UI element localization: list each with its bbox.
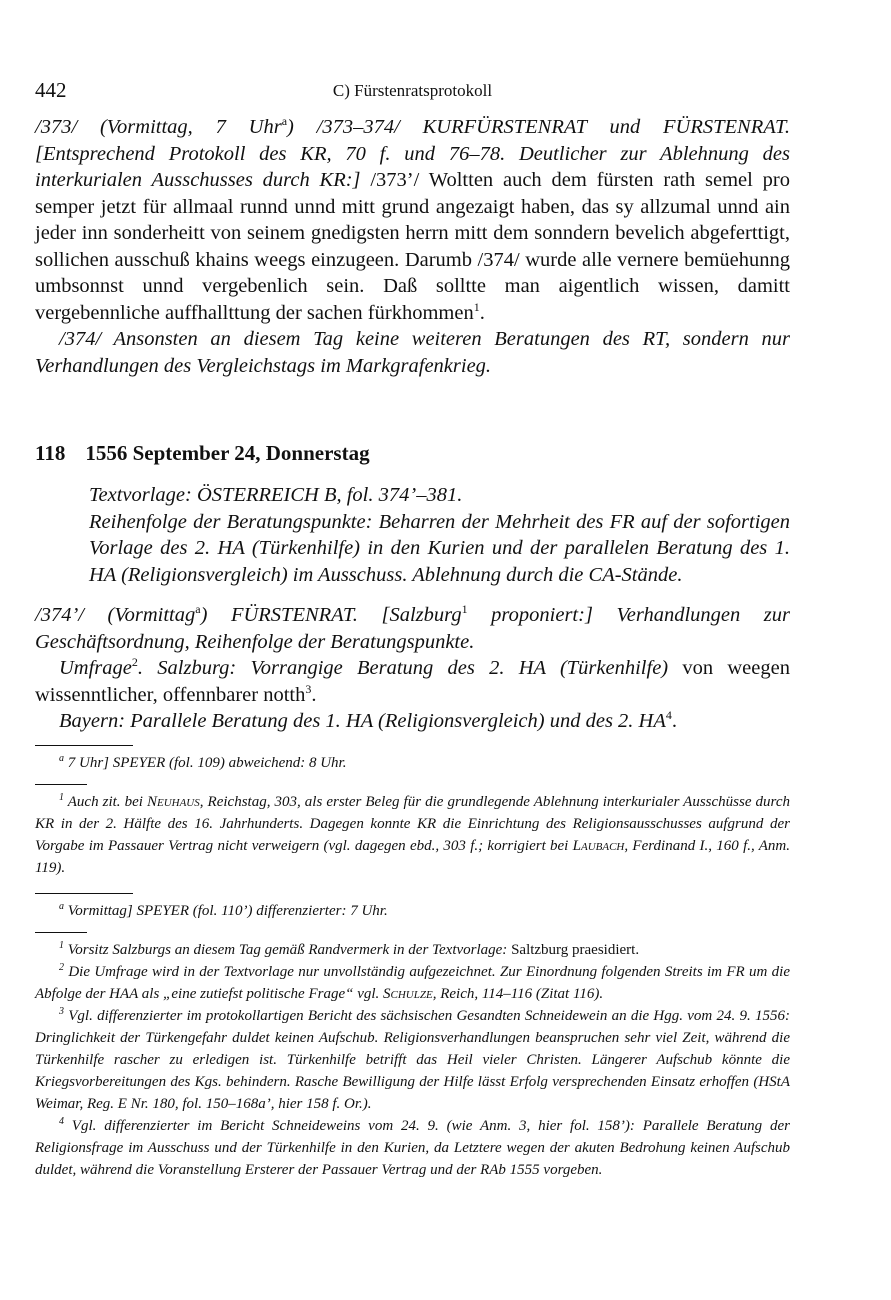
author-name: Neuhaus	[146, 793, 200, 810]
footnote-marker: 1	[461, 602, 468, 617]
text-run: , Ferdinand I., 160 f., Anm. 119).	[35, 837, 791, 876]
agenda-summary	[89, 509, 790, 589]
paragraph-no-further-sessions	[35, 326, 790, 379]
section-heading	[35, 441, 790, 466]
text-run: Umfrage	[59, 657, 132, 679]
text-run: von weegen wissenntlicher, offennbarer notth	[35, 657, 790, 706]
footnote-marker: 2	[131, 655, 138, 670]
text-run: Bayern: Parallele Beratung des 1. HA (Religionsvergleich) und des 2. HA	[59, 710, 666, 732]
source-note	[89, 482, 790, 509]
footnote-divider	[35, 745, 133, 746]
text-run: /373/ (Vormittag, 7 Uhr	[35, 116, 282, 138]
footnote-4	[35, 1115, 790, 1181]
footnote-a-1	[35, 752, 790, 774]
document-page	[35, 78, 790, 1181]
text-run: Vgl. differenzierter im protokollartigen Bericht des sächsischen Gesandten Schneidewein an die Hgg. vom 24. 9. 1556: Dringlichkeit der Türkengefahr duldet keinen Aufschub. Religionsverhandlungen beanspruchen sehr viel Zeit, während die Türkenhilfe rascher zu erledigen ist. Türkenhilfe betrifft das Heil vieler Christen. Längerer Aufschub könnte die Kriegsvorbereitungen des Kgs. behindern. Rasche Bewilligung der Hilfe lässt Erfolg versprechenden Einsatz erhoffen (HStA Weimar, Reg. E Nr. 180, fol. 150–168a’, hier 158 f. Or.).	[35, 1007, 790, 1112]
author-name: Schulze	[383, 985, 433, 1002]
text-run: Vormittag] SPEYER (fol. 110’) differenzierter: 7 Uhr.	[64, 902, 388, 919]
paragraph-fuerstenrat	[35, 602, 790, 655]
footnote-marker: a	[59, 752, 64, 764]
footnote-marker: 2	[59, 961, 64, 973]
footnote-1	[35, 939, 790, 961]
footnote-marker: a	[281, 114, 288, 129]
text-run: proponiert:] Verhandlungen zur Geschäftsordnung, Reihenfolge der Beratungspunkte.	[35, 604, 791, 653]
running-header	[35, 78, 790, 108]
footnote-marker: 4	[665, 708, 672, 723]
text-run: Textvorlage: ÖSTERREICH B, fol. 374’–381.	[89, 484, 463, 506]
text-run: 7 Uhr] SPEYER (fol. 109) abweichend: 8 Uhr.	[64, 754, 347, 771]
footnote-divider	[35, 784, 87, 785]
page-number: 442	[35, 78, 67, 102]
section-title: 1556 September 24, Donnerstag	[85, 441, 370, 465]
text-run: Reihenfolge der Beratungspunkte: Beharren der Mehrheit des FR auf der sofortigen Vorlage des 2. HA (Türkenhilfe) in den Kurien und der parallelen Beratung des 1. HA (Religionsvergleich) im Ausschuss. Ablehnung durch die CA-Stände.	[89, 510, 790, 586]
text-run: Vgl. differenzierter im Bericht Schneideweins vom 24. 9. (wie Anm. 3, hier fol. 158’): Parallele Beratung der Religionsfrage im Ausschuss und der Türkenhilfe in den Kurien, da Letztere wegen der akuten Bedrohung keinen Aufschub duldet, während die Voranstellung Ersterer der Passauer Vertrag und der RAb 1555 vorgeben.	[35, 1117, 790, 1178]
text-run: Die Umfrage wird in der Textvorlage nur unvollständig aufgezeichnet. Zur Einordnung folgenden Streits im FR um die Abfolge der HAA als „eine zutiefst politische Frage“ vgl.	[35, 963, 790, 1002]
footnote-divider	[35, 932, 87, 933]
footnote-marker: 4	[59, 1115, 64, 1127]
footnote-2	[35, 961, 790, 1005]
text-run: ) /373–374/ KURFÜRSTENRAT und FÜRSTENRAT. [Entsprechend Protokoll des KR, 70 f. und 76–78. Deutlicher zur Ablehnung des interkurialen Ausschusses durch KR:]	[35, 116, 791, 191]
text-run: , Reich, 114–116 (Zitat 116).	[432, 985, 604, 1002]
text-run: .	[671, 710, 678, 732]
text-run: .	[311, 683, 317, 706]
paragraph-kurfuerstenrat	[35, 114, 790, 326]
footnote-1-first	[35, 791, 790, 879]
text-run: , Reichstag, 303, als erster Beleg für die grundlegende Ablehnung interkurialer Ausschüsse durch KR in der 2. Hälfte des 16. Jahrhunderts. Dagegen konnte KR die Einrichtung des Religionsausschusses aufgrund der Vorgabe im Passauer Vertrag nicht verweigern (vgl. dagegen ebd., 303 f.; korrigiert bei	[35, 793, 790, 854]
author-name: Laubach	[572, 837, 625, 854]
text-run: . Salzburg: Vorrangige Beratung des 2. HA (Türkenhilfe)	[137, 657, 669, 679]
footnote-3	[35, 1005, 790, 1115]
paragraph-umfrage	[35, 655, 790, 708]
running-title: C) Fürstenratsprotokoll	[332, 81, 493, 100]
paragraph-bayern	[35, 708, 790, 735]
footnote-marker: 3	[59, 1005, 64, 1017]
text-run: Auch zit. bei	[64, 793, 147, 810]
text-run: .	[479, 301, 485, 324]
footnote-marker: 1	[59, 939, 64, 951]
section-number: 118	[35, 441, 66, 465]
footnote-marker: a	[59, 900, 64, 912]
footnote-marker: a	[195, 602, 201, 617]
text-run: /373’/ Woltten auch dem fürsten rath semel pro semper jetzt für allmaal runnd unnd mitt grund angezaigt haben, das sy allzumal unnd ain jeder inn sonderheitt von seinem gnedigsten herrn mitt dem sonndern bevelich abgeferttigt, sollichen ausschuß khains weegs einzugeen. Darumb /374/ wurde alle vernere bemüehunng umbsonnst unnd vergebenlich sein. Daß solltte man aigentlich wissen, damitt vergebennliche auffhallttung der sachen fürkhommen	[35, 169, 790, 324]
text-run: Vorsitz Salzburgs an diesem Tag gemäß Randvermerk in der Textvorlage:	[64, 941, 508, 958]
text-run: /374/ Ansonsten an diesem Tag keine weiteren Beratungen des RT, sondern nur Verhandlungen des Vergleichstags im Markgrafenkrieg.	[35, 328, 790, 377]
footnote-a-2	[35, 900, 790, 922]
footnote-divider	[35, 893, 133, 894]
footnote-marker: 1	[473, 299, 480, 314]
footnote-marker: 1	[59, 791, 64, 803]
text-run: /374’/ (Vormittag	[35, 604, 196, 626]
text-run: Saltzburg praesidiert.	[507, 941, 640, 958]
text-run: ) FÜRSTENRAT. [Salzburg	[200, 604, 462, 626]
footnote-marker: 3	[305, 681, 312, 696]
